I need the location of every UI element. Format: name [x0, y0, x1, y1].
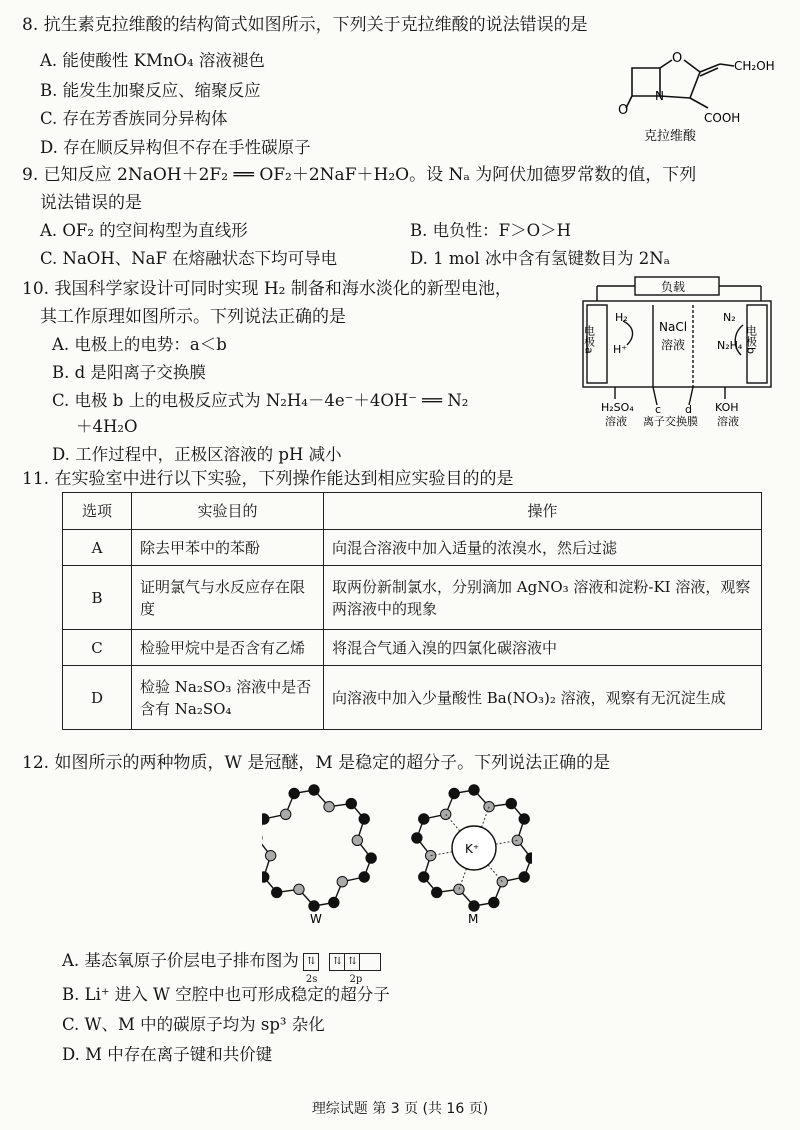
carbon-atom: [289, 788, 299, 798]
carbon-atom: [412, 833, 422, 843]
carbon-atom: [526, 853, 532, 863]
row-label: D: [63, 666, 132, 730]
k-ion-label: K⁺: [465, 842, 480, 856]
q9-option-c: C. NaOH、NaF 在熔融状态下均可导电: [40, 249, 338, 268]
q9-stem-line2: 说法错误的是: [40, 193, 142, 213]
electrode-a-label: 电极a: [582, 325, 596, 354]
q10-option-d: D. 工作过程中，正极区溶液的 pH 减小: [52, 445, 342, 464]
q12-option-a: [62, 950, 387, 985]
q10-stem-line1: 10. 我国科学家设计可同时实现 H₂ 制备和海水淡化的新型电池，: [22, 279, 512, 299]
carbon-atom: [366, 853, 376, 863]
q11-stem: 11. 在实验室中进行以下实验，下列操作能达到相应实验目的的是: [22, 469, 514, 489]
header-option: 选项: [63, 493, 132, 530]
carbon-atom: [272, 887, 282, 897]
q9-option-b: B. 电负性：F＞O＞H: [410, 221, 571, 240]
h2so4-label: H₂SO₄: [601, 401, 634, 414]
q10-option-b: B. d 是阳离子交换膜: [52, 363, 206, 382]
carbon-atom: [329, 897, 339, 907]
carbon-atom: [519, 872, 529, 882]
crown-ether-w: [262, 785, 376, 911]
orbital-2p-label: 2p: [349, 973, 363, 985]
row-purpose: 除去甲苯中的苯酚: [132, 530, 324, 566]
row-operation: 向混合溶液中加入适量的浓溴水，然后过滤: [324, 530, 762, 566]
ring-oxygen-label: O: [672, 51, 683, 66]
table-row: [63, 566, 762, 630]
n2h4-label: N₂H₄: [717, 339, 743, 352]
q10-stem-line2: 其工作原理如图所示。下列说法正确的是: [40, 307, 346, 327]
oxygen-atom: [337, 877, 347, 887]
orbital-2p: ⇅ ⇅ 2p: [330, 951, 381, 973]
carbon-atom: [262, 814, 269, 824]
table-row: [63, 530, 762, 566]
carbon-atom: [419, 814, 429, 824]
orbital-2s-label: 2s: [305, 973, 318, 985]
h2so4-solution-label: 溶液: [605, 415, 627, 428]
carbon-atom: [519, 814, 529, 824]
carbon-atom: [262, 872, 269, 882]
q9-option-a: A. OF₂ 的空间构型为直线形: [40, 221, 248, 240]
cooh-label: COOH: [704, 111, 741, 125]
header-operation: 操作: [324, 493, 762, 530]
row-operation: 向溶液中加入少量酸性 Ba(NO₃)₂ 溶液，观察有无沉淀生成: [324, 666, 762, 730]
row-label: C: [63, 630, 132, 666]
carbon-atom: [346, 798, 356, 808]
carbon-atom: [309, 901, 319, 911]
koh-label: KOH: [715, 401, 739, 414]
carbon-atom: [359, 814, 369, 824]
q8-option-d: D. 存在顺反异构但不存在手性碳原子: [40, 138, 311, 157]
experiment-table: [62, 492, 762, 730]
row-operation: 将混合气通入溴的四氯化碳溶液中: [324, 630, 762, 666]
q8-option-b: B. 能发生加聚反应、缩聚反应: [40, 81, 261, 100]
carbon-atom: [359, 872, 369, 882]
row-purpose: 检验甲烷中是否含有乙烯: [132, 630, 324, 666]
q9-stem-line1: 9. 已知反应 2NaOH＋2F₂ ══ OF₂＋2NaF＋H₂O。设 Nₐ 为阿伏加德罗常数的值，下列: [22, 165, 697, 185]
page-footer: 理综试题 第 3 页 (共 16 页): [311, 1101, 489, 1117]
table-row: [63, 630, 762, 666]
clavulanic-acid-structure: [612, 38, 782, 143]
carbon-atom: [419, 872, 429, 882]
nitrogen-label: N: [655, 89, 664, 103]
membrane-d-label: d: [685, 403, 692, 416]
q10-option-c-line2: ＋4H₂O: [76, 417, 138, 436]
row-purpose: 检验 Na₂SO₃ 溶液中是否含有 Na₂SO₄: [132, 666, 324, 730]
row-label: B: [63, 566, 132, 630]
electrode-b-label: 电极b: [744, 325, 758, 354]
carbon-atom: [489, 897, 499, 907]
q8-option-a: A. 能使酸性 KMnO₄ 溶液褪色: [40, 51, 265, 70]
oxygen-atom: [324, 801, 334, 811]
q12-option-d: D. M 中存在离子键和共价键: [62, 1045, 273, 1064]
nacl-solution-label: 溶液: [661, 338, 686, 352]
koh-solution-label: 溶液: [717, 415, 739, 428]
oxygen-atom: [265, 850, 275, 860]
oxygen-atom: [294, 884, 304, 894]
w-label: W: [310, 912, 322, 926]
crown-ether-figure: [262, 780, 532, 930]
carbon-atom: [469, 901, 479, 911]
carbon-atom: [449, 788, 459, 798]
row-label: A: [63, 530, 132, 566]
orbital-2s: ⇅ 2s: [304, 951, 319, 973]
header-purpose: 实验目的: [132, 493, 324, 530]
q10-option-a: A. 电极上的电势：a＜b: [52, 335, 227, 354]
oxygen-atom: [454, 884, 464, 894]
carbonyl-oxygen-label: O: [618, 103, 629, 118]
row-operation: 取两份新制氯水，分别滴加 AgNO₃ 溶液和淀粉-KI 溶液，观察两溶液中的现象: [324, 566, 762, 630]
carbon-atom: [309, 785, 319, 795]
nacl-label: NaCl: [659, 320, 688, 334]
q9-option-d: D. 1 mol 冰中含有氢键数目为 2Nₐ: [410, 249, 671, 268]
q8-option-c: C. 存在芳香族同分异构体: [40, 109, 228, 128]
n2-label: N₂: [723, 311, 736, 324]
h2-label: H₂: [615, 311, 628, 324]
q12-stem: 12. 如图所示的两种物质，W 是冠醚，M 是稳定的超分子。下列说法正确的是: [22, 753, 611, 773]
carbon-atom: [506, 798, 516, 808]
carbon-atom: [432, 887, 442, 897]
membrane-label: 离子交换膜: [643, 415, 698, 428]
membrane-c-label: c: [655, 403, 662, 416]
ch2oh-label: CH₂OH: [734, 59, 775, 73]
q10-option-c-line1: C. 电极 b 上的电极反应式为 N₂H₄－4e⁻＋4OH⁻ ══ N₂: [52, 391, 469, 410]
table-header-row: [63, 493, 762, 530]
m-label: M: [468, 912, 479, 926]
h-plus-label: H⁺: [613, 343, 628, 356]
table-row: [63, 666, 762, 730]
q12-option-b: B. Li⁺ 进入 W 空腔中也可形成稳定的超分子: [62, 985, 390, 1004]
q12-option-c: C. W、M 中的碳原子均为 sp³ 杂化: [62, 1015, 325, 1034]
structure-caption: 克拉维酸: [644, 129, 697, 143]
q12-option-a-text: A. 基态氧原子价层电子排布图为: [62, 951, 299, 970]
oxygen-atom: [352, 835, 362, 845]
battery-diagram: [575, 275, 780, 450]
load-label: 负载: [661, 280, 686, 294]
row-purpose: 证明氯气与水反应存在限度: [132, 566, 324, 630]
q8-stem: 8. 抗生素克拉维酸的结构简式如图所示，下列关于克拉维酸的说法错误的是: [22, 15, 588, 35]
carbon-atom: [469, 785, 479, 795]
oxygen-atom: [281, 809, 291, 819]
